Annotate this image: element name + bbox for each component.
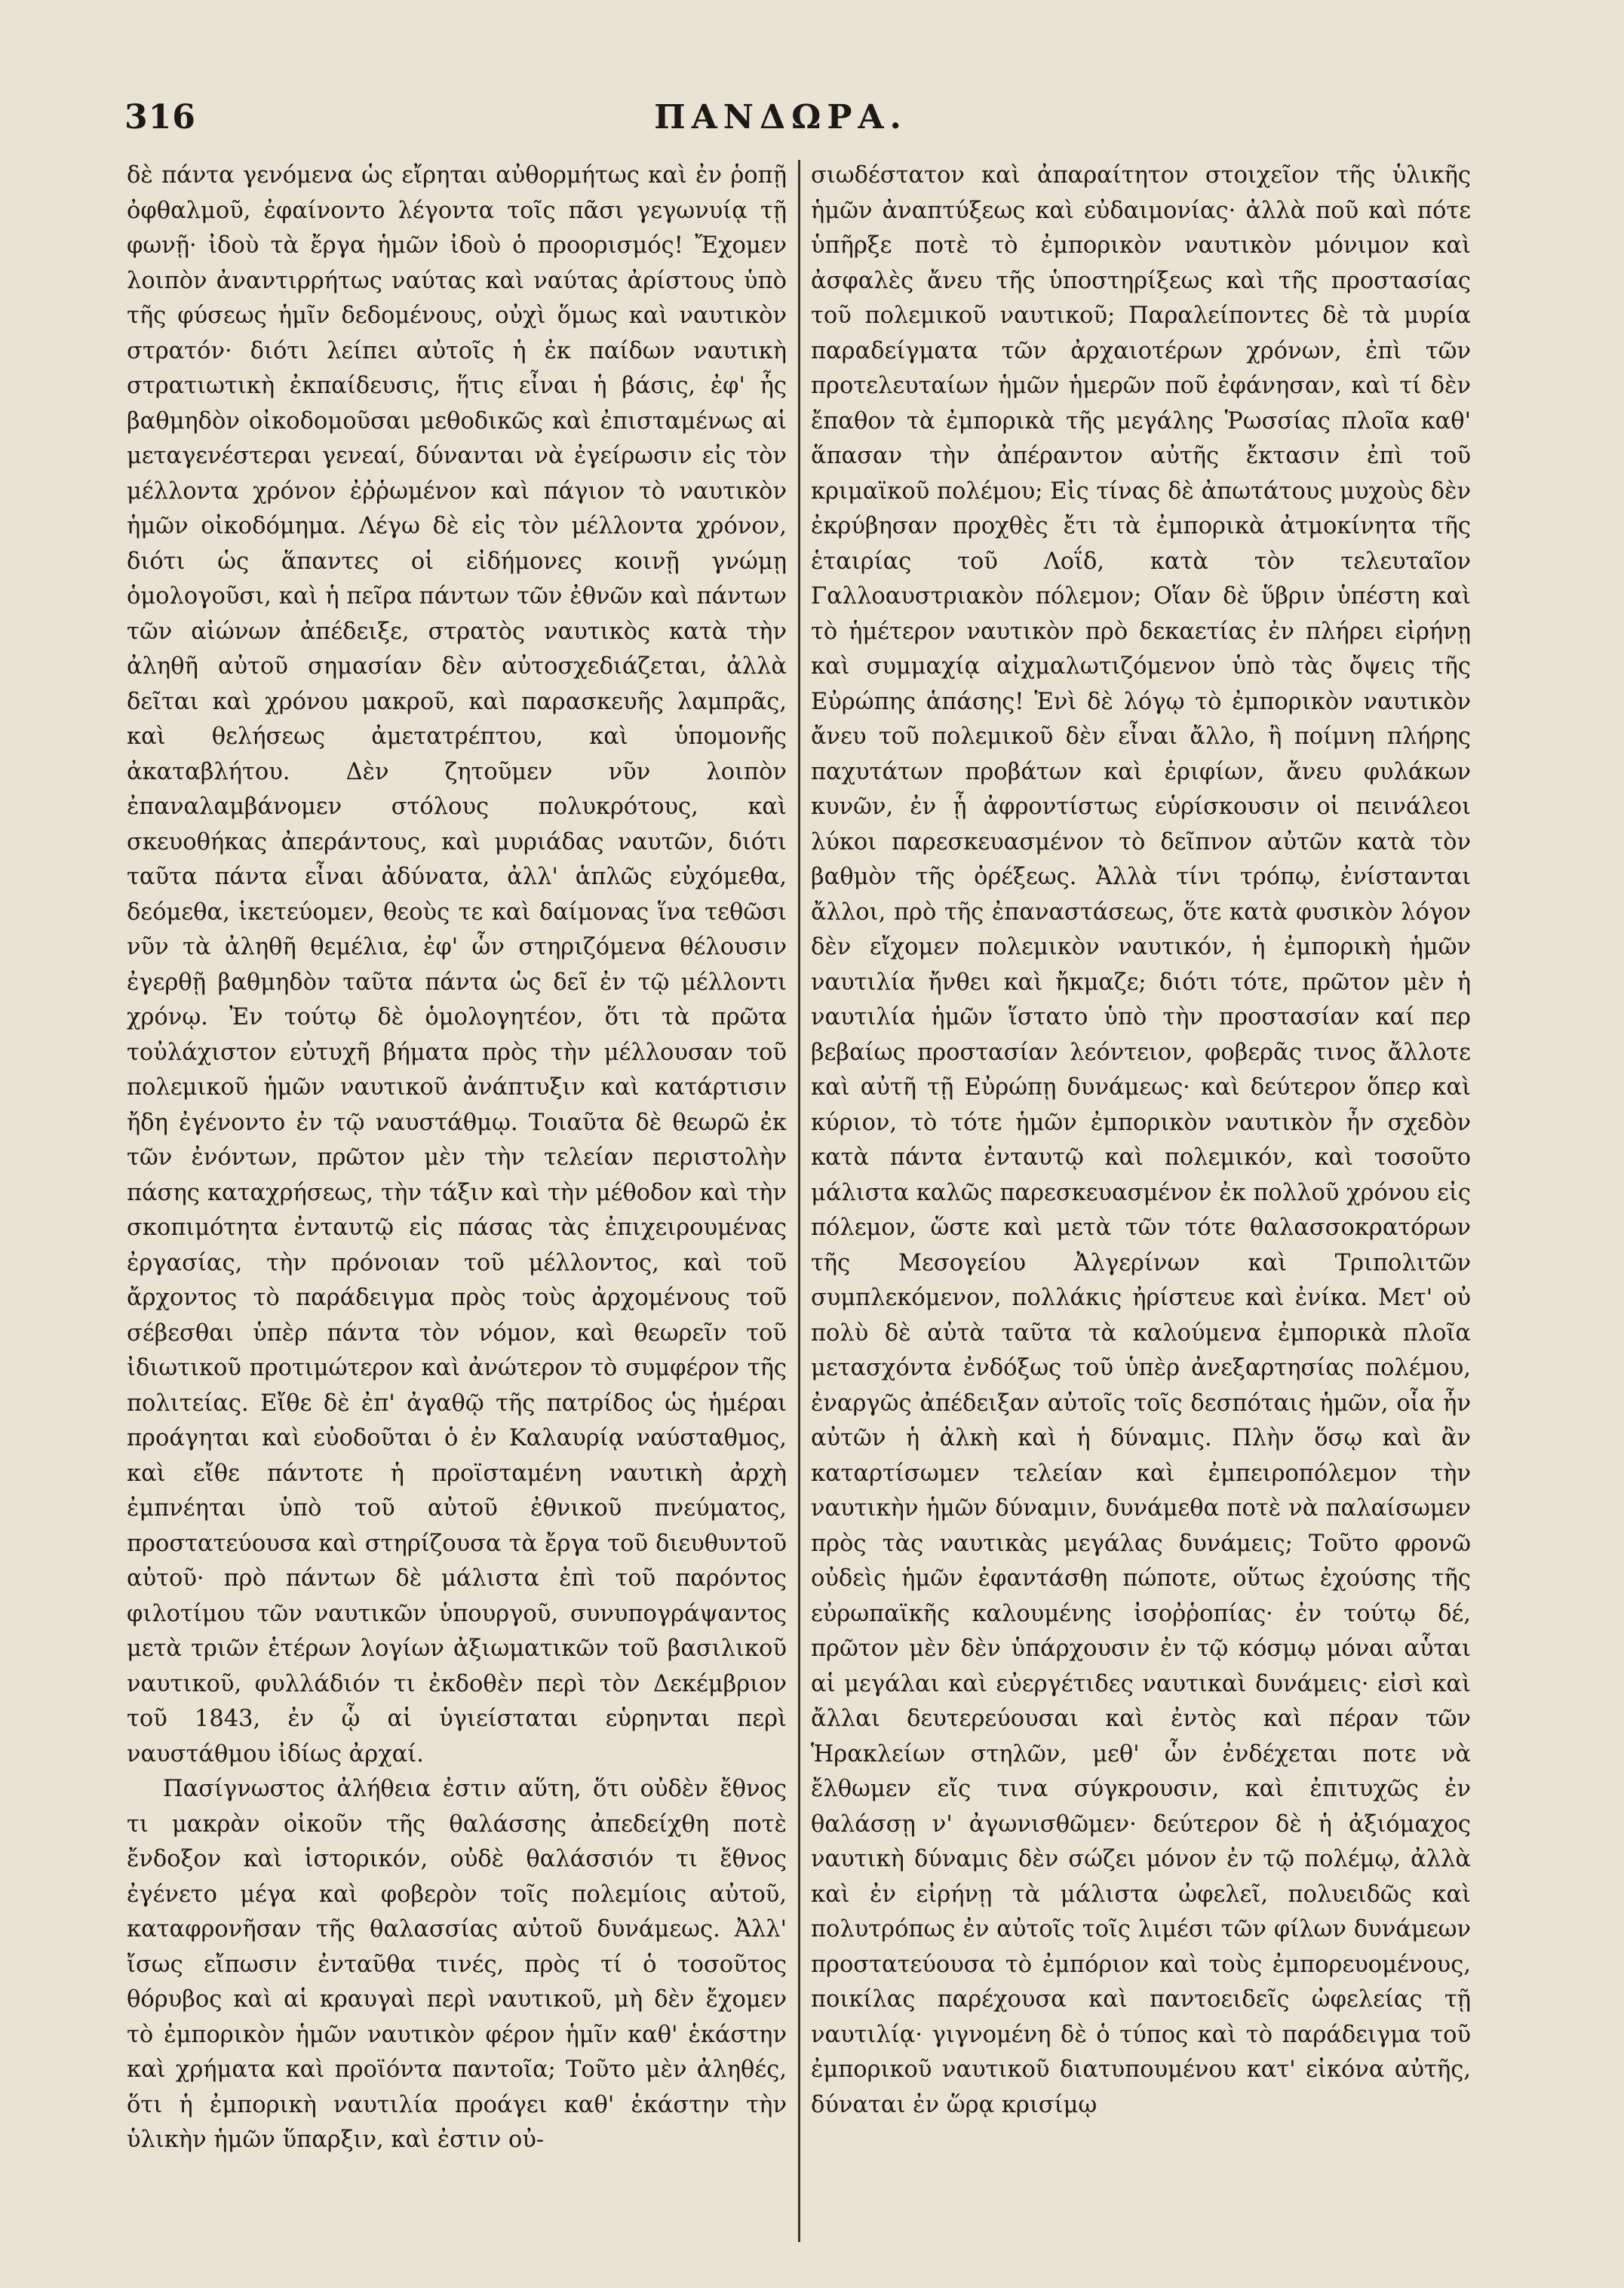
column-divider (798, 160, 800, 2242)
left-paragraph-1: δὲ πάντα γενόμενα ὡς εἴρηται αὐθορμήτως καὶ ἐν ῥοπῇ ὀφθαλμοῦ, ἐφαίνοντο λέγοντα τοῖς πᾶσι γεγωνυίᾳ τῇ φωνῇ· ἰδοὺ τὰ ἔργα ἡμῶν ἰδοὺ ὁ προορισμός! Ἔχομεν λοιπὸν ἀναντιρρήτως ναύτας καὶ ναύτας ἀρίστους ὑπὸ τῆς φύσεως ἡμῖν δεδομένους, οὐχὶ ὅμως καὶ ναυτικὸν στρατόν· διότι λείπει αὐτοῖς ἡ ἐκ παίδων ναυτικὴ στρατιωτικὴ ἐκπαίδευσις, ἥτις εἶναι ἡ βάσις, ἐφ' ἧς βαθμηδὸν οἰκοδομοῦσαι μεθοδικῶς καὶ ἐπισταμένως αἱ μεταγενέστεραι γενεαί, δύνανται νὰ ἐγείρωσιν εἰς τὸν μέλλοντα χρόνον ἐῤῥωμένον καὶ πάγιον τὸ ναυτικὸν ἡμῶν οἰκοδόμημα. Λέγω δὲ εἰς τὸν μέλλοντα χρόνον, διότι ὡς ἅπαντες οἱ εἰδήμονες κοινῇ γνώμῃ ὁμολογοῦσι, καὶ ἡ πεῖρα πάντων τῶν ἐθνῶν καὶ πάντων τῶν αἰώνων ἀπέδειξε, στρατὸς ναυτικὸς κατὰ τὴν ἀληθῆ αὐτοῦ σημασίαν δὲν αὐτοσχεδιάζεται, ἀλλὰ δεῖται καὶ χρόνου μακροῦ, καὶ παρασκευῆς λαμπρᾶς, καὶ θελήσεως ἀμετατρέπτου, καὶ ὑπομονῆς ἀκαταβλήτου. Δὲν ζητοῦμεν νῦν λοιπὸν ἐπαναλαμβάνομεν στόλους πολυκρότους, καὶ σκευοθήκας ἀπεράντους, καὶ μυριάδας ναυτῶν, διότι ταῦτα πάντα εἶναι ἀδύνατα, ἀλλ' ἁπλῶς εὐχόμεθα, δεόμεθα, ἱκετεύομεν, θεοὺς τε καὶ δαίμονας ἵνα τεθῶσι νῦν τὰ ἀληθῆ θεμέλια, ἐφ' ὧν στηριζόμενα θέλουσιν ἐγερθῇ βαθμηδὸν ταῦτα πάντα ὡς δεῖ ἐν τῷ μέλλοντι χρόνῳ. Ἐν τούτῳ δὲ ὁμολογητέον, ὅτι τὰ πρῶτα τοὐλάχιστον εὐτυχῆ βήματα πρὸς τὴν μέλλουσαν τοῦ πολεμικοῦ ἡμῶν ναυτικοῦ ἀνάπτυξιν καὶ κατάρτισιν ἤδη ἐγένοντο ἐν τῷ ναυστάθμῳ. Τοιαῦτα δὲ θεωρῶ ἐκ τῶν ἐνόντων, πρῶτον μὲν τὴν τελείαν περιστολὴν πάσης καταχρήσεως, τὴν τάξιν καὶ τὴν μέθοδον καὶ τὴν σκοπιμότητα ἐνταυτῷ εἰς πάσας τὰς ἐπιχειρουμένας ἐργασίας, τὴν πρόνοιαν τοῦ μέλλοντος, καὶ τοῦ ἄρχοντος τὸ παράδειγμα πρὸς τοὺς ἀρχομένους τοῦ σέβεσθαι ὑπὲρ πάντα τὸν νόμον, καὶ θεωρεῖν τοῦ ἰδιωτικοῦ προτιμώτερον καὶ ἀνώτερον τὸ συμφέρον τῆς πολιτείας. Εἴθε δὲ ἐπ' ἀγαθῷ τῆς πατρίδος ὡς ἡμέραι προάγηται καὶ εὐοδοῦται ὁ ἐν Καλαυρίᾳ ναύσταθμος, καὶ εἴθε πάντοτε ἡ προϊσταμένη ναυτικὴ ἀρχὴ ἐμπνέηται ὑπὸ τοῦ αὐτοῦ ἐθνικοῦ πνεύματος, προστατεύουσα καὶ στηρίζουσα τὰ ἔργα τοῦ διευθυντοῦ αὐτοῦ· πρὸ πάντων δὲ μάλιστα ἐπὶ τοῦ παρόντος φιλοτίμου τῶν ναυτικῶν ὑπουργοῦ, συνυπογράψαντος μετὰ τριῶν ἑτέρων λογίων ἀξιωματικῶν τοῦ βασιλικοῦ ναυτικοῦ, φυλλάδιόν τι ἐκδοθὲν περὶ τὸν Δεκέμβριον τοῦ 1843, ἐν ᾧ αἱ ὑγιείσταται εὑρηνται περὶ ναυστάθμου ἰδίως ἀρχαί. (127, 162, 787, 1767)
page-header (124, 98, 1437, 151)
page-number: 316 (124, 98, 196, 137)
running-title: ΠΑΝΔΩΡΑ. (654, 98, 907, 137)
left-paragraph-2: Πασίγνωστος ἀλήθεια ἐστιν αὕτη, ὅτι οὐδὲν ἔθνος τι μακρὰν οἰκοῦν τῆς θαλάσσης ἀπεδείχθη ποτὲ ἔνδοξον καὶ ἱστορικόν, οὐδὲ θαλάσσιόν τι ἔθνος ἐγένετο μέγα καὶ φοβερὸν τοῖς πολεμίοις αὐτοῦ, καταφρονῆσαν τῆς θαλασσίας αὐτοῦ δυνάμεως. Ἀλλ' ἴσως εἴπωσιν ἐνταῦθα τινές, πρὸς τί ὁ τοσοῦτος θόρυβος καὶ αἱ κραυγαὶ περὶ ναυτικοῦ, μὴ δὲν ἔχομεν τὸ ἐμπορικὸν ἡμῶν ναυτικὸν φέρον ἡμῖν καθ' ἑκάστην καὶ χρήματα καὶ προϊόντα παντοῖα; Τοῦτο μὲν ἀληθές, ὅτι ἡ ἐμπορικὴ ναυτιλία προάγει καθ' ἑκάστην τὴν ὑλικὴν ἡμῶν ὕπαρξιν, καὶ ἐστιν οὐ- (127, 1776, 787, 2153)
right-paragraph-1: σιωδέστατον καὶ ἀπαραίτητον στοιχεῖον τῆς ὑλικῆς ἡμῶν ἀναπτύξεως καὶ εὐδαιμονίας· ἀλλὰ ποῦ καὶ πότε ὑπῆρξε ποτὲ τὸ ἐμπορικὸν ναυτικὸν μόνιμον καὶ ἀσφαλὲς ἄνευ τῆς ὑποστηρίξεως καὶ τῆς προστασίας τοῦ πολεμικοῦ ναυτικοῦ; Παραλείποντες δὲ τὰ μυρία παραδείγματα τῶν ἀρχαιοτέρων χρόνων, ἐπὶ τῶν προτελευταίων ἡμῶν ἡμερῶν ποῦ ἐφάνησαν, καὶ τί δὲν ἔπαθον τὰ ἐμπορικὰ τῆς μεγάλης Ῥωσσίας πλοῖα καθ' ἅπασαν τὴν ἀπέραντον αὐτῆς ἔκτασιν ἐπὶ τοῦ κριμαϊκοῦ πολέμου; Εἰς τίνας δὲ ἀπωτάτους μυχοὺς δὲν ἐκρύβησαν προχθὲς ἔτι τὰ ἐμπορικὰ ἀτμοκίνητα τῆς ἑταιρίας τοῦ Λοΐδ, κατὰ τὸν τελευταῖον Γαλλοαυστριακὸν πόλεμον; Οἵαν δὲ ὕβριν ὑπέστη καὶ τὸ ἡμέτερον ναυτικὸν πρὸ δεκαετίας ἐν πλήρει εἰρήνῃ καὶ συμμαχίᾳ αἰχμαλωτιζόμενον ὑπὸ τὰς ὄψεις τῆς Εὐρώπης ἁπάσης! Ἑνὶ δὲ λόγῳ τὸ ἐμπορικὸν ναυτικὸν ἄνευ τοῦ πολεμικοῦ δὲν εἶναι ἄλλο, ἢ ποίμνη πλήρης παχυτάτων προβάτων καὶ ἐριφίων, ἄνευ φυλάκων κυνῶν, ἐν ᾗ ἀφροντίστως εὑρίσκουσιν οἱ πεινάλεοι λύκοι παρεσκευασμένον τὸ δεῖπνον αὐτῶν κατὰ τὸν βαθμὸν τῆς ὀρέξεως. Ἀλλὰ τίνι τρόπῳ, ἐνίστανται ἄλλοι, πρὸ τῆς ἐπαναστάσεως, ὅτε κατὰ φυσικὸν λόγον δὲν εἴχομεν πολεμικὸν ναυτικόν, ἡ ἐμπορικὴ ἡμῶν ναυτιλία ἤνθει καὶ ἤκμαζε; διότι τότε, πρῶτον μὲν ἡ ναυτιλία ἡμῶν ἵστατο ὑπὸ τὴν προστασίαν καί περ βεβαίως προστασίαν λεόντειον, φοβερᾶς τινος ἄλλοτε καὶ αὐτῆ τῇ Εὐρώπῃ δυνάμεως· καὶ δεύτερον ὅπερ καὶ κύριον, τὸ τότε ἡμῶν ἐμπορικὸν ναυτικὸν ἦν σχεδὸν κατὰ πάντα ἐνταυτῷ καὶ πολεμικόν, καὶ τοσοῦτο μάλιστα καλῶς παρεσκευασμένον ἐκ πολλοῦ χρόνου εἰς πόλεμον, ὥστε καὶ μετὰ τῶν τότε θαλασσοκρατόρων τῆς Μεσογείου Ἀλγερίνων καὶ Τριπολιτῶν συμπλεκόμενον, πολλάκις ἠρίστευε καὶ ἐνίκα. Μετ' οὐ πολὺ δὲ αὐτὰ ταῦτα τὰ καλούμενα ἐμπορικὰ πλοῖα μετασχόντα ἐνδόξως τοῦ ὑπὲρ ἀνεξαρτησίας πολέμου, ἐναργῶς ἀπέδειξαν αὐτοῖς τοῖς δεσπόταις ἡμῶν, οἷα ἦν αὐτῶν ἡ ἀλκὴ καὶ ἡ δύναμις. Πλὴν ὅσῳ καὶ ἂν καταρτίσωμεν τελείαν καὶ ἐμπειροπόλεμον τὴν ναυτικὴν ἡμῶν δύναμιν, δυνάμεθα ποτὲ νὰ παλαίσωμεν πρὸς τὰς ναυτικὰς μεγάλας δυνάμεις; Τοῦτο φρονῶ οὐδεὶς ἡμῶν ἐφαντάσθη πώποτε, οὕτως ἐχούσης τῆς εὐρωπαϊκῆς καλουμένης ἰσοῤῥοπίας· ἐν τούτῳ δέ, πρῶτον μὲν δὲν ὑπάρχουσιν ἐν τῷ κόσμῳ μόναι αὗται αἱ μεγάλαι καὶ εὐεργέτιδες ναυτικαὶ δυνάμεις· εἰσὶ καὶ ἄλλαι δευτερεύουσαι καὶ ἐντὸς καὶ πέραν τῶν Ἡρακλείων στηλῶν, μεθ' ὧν ἐνδέχεται ποτε νὰ ἔλθωμεν εἴς τινα σύγκρουσιν, καὶ ἐπιτυχῶς ἐν θαλάσσῃ ν' ἀγωνισθῶμεν· δεύτερον δὲ ἡ ἀξιόμαχος ναυτικὴ δύναμις δὲν σώζει μόνον ἐν τῷ πολέμῳ, ἀλλὰ καὶ ἐν εἰρήνῃ τὰ μάλιστα ὠφελεῖ, πολυειδῶς καὶ πολυτρόπως ἐν αὐτοῖς τοῖς λιμέσι τῶν φίλων δυνάμεων προστατεύουσα τὸ ἐμπόριον καὶ τοὺς ἐμπορευομένους, ποικίλας παρέχουσα καὶ παντοειδεῖς ὠφελείας τῇ ναυτιλίᾳ· γιγνομένη δὲ ὁ τύπος καὶ τὸ παράδειγμα τοῦ ἐμπορικοῦ ναυτικοῦ διατυπουμένου κατ' εἰκόνα αὐτῆς, δύναται ἐν ὥρᾳ κρισίμῳ (811, 162, 1471, 2118)
right-column (811, 158, 1471, 2248)
left-column (127, 158, 787, 2248)
